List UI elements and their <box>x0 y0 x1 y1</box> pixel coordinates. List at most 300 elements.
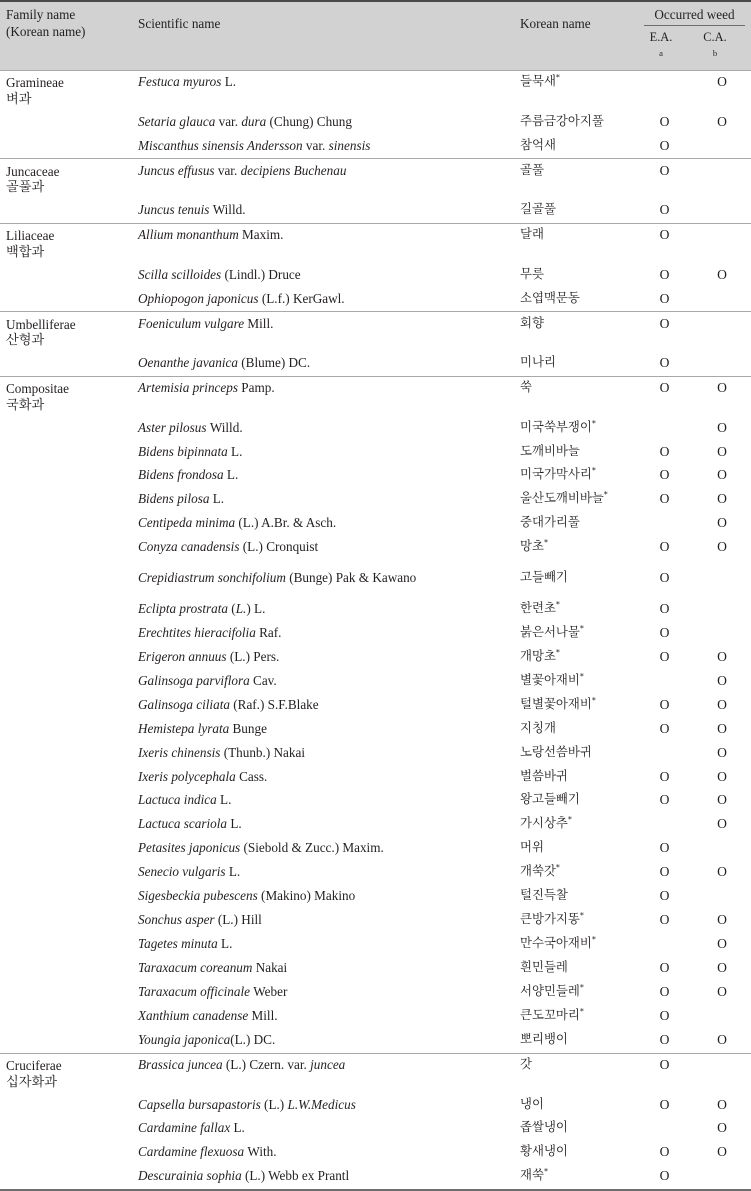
ea-occurrence-mark-cell <box>636 223 693 263</box>
family-name-empty <box>0 464 128 488</box>
ca-occurrence-mark-cell <box>693 159 751 199</box>
scientific-name-cell <box>128 71 520 111</box>
ca-occurrence-mark <box>693 598 751 620</box>
ea-occurrence-mark: O <box>659 1056 670 1072</box>
table-row <box>0 1141 751 1165</box>
table-row <box>0 981 751 1005</box>
column-header-ca <box>686 26 744 70</box>
family-name-cell <box>0 416 128 440</box>
scientific-name: Artemisia princeps Pamp. <box>138 380 275 396</box>
ea-occurrence-mark: O <box>659 355 670 371</box>
family-name-cell <box>0 159 128 199</box>
ca-occurrence-mark <box>693 1054 751 1076</box>
korean-name: 털진득찰 <box>520 887 568 903</box>
korean-name: 무릇 <box>520 265 544 281</box>
family-name-empty <box>0 488 128 512</box>
alien-species-asterisk: * <box>555 599 560 609</box>
ea-occurrence-mark: O <box>659 467 670 483</box>
ea-occurrence-mark-cell <box>636 134 693 158</box>
korean-name-cell <box>520 933 636 957</box>
korean-name: 참억새 <box>520 136 556 152</box>
korean-name: 황새냉이 <box>520 1143 568 1159</box>
family-korean-name: 산형과 <box>6 332 45 348</box>
table-row <box>0 416 751 440</box>
ca-occurrence-mark-cell <box>693 1165 751 1190</box>
ea-occurrence-mark-cell <box>636 885 693 909</box>
korean-name-cell <box>520 352 636 376</box>
table-row <box>0 263 751 287</box>
ca-occurrence-mark-cell <box>693 312 751 352</box>
family-name-cell <box>0 981 128 1005</box>
ea-occurrence-mark: O <box>659 600 670 616</box>
ca-occurrence-mark-cell <box>693 1093 751 1117</box>
ca-occurrence-mark-cell <box>693 741 751 765</box>
table-row <box>0 646 751 670</box>
ca-footnote-marker: b <box>712 47 718 58</box>
scientific-name: Lactuca scariola L. <box>138 816 242 832</box>
korean-name-cell <box>520 693 636 717</box>
ea-occurrence-mark <box>636 71 693 93</box>
ea-occurrence-mark <box>636 670 693 692</box>
ea-occurrence-mark-cell <box>636 622 693 646</box>
ea-occurrence-mark: O <box>659 162 670 178</box>
ea-occurrence-mark: O <box>659 792 670 808</box>
ea-occurrence-mark-cell <box>636 159 693 199</box>
scientific-name-cell <box>128 693 520 717</box>
korean-name: 만수국아재비* <box>520 935 596 951</box>
korean-name-cell <box>520 111 636 135</box>
ca-occurrence-mark <box>693 312 751 334</box>
ea-occurrence-mark: O <box>659 984 670 1000</box>
ea-occurrence-mark-cell <box>636 717 693 741</box>
ea-occurrence-mark <box>636 741 693 763</box>
ca-occurrence-mark-cell <box>693 765 751 789</box>
scientific-name-cell <box>128 646 520 670</box>
korean-name-cell <box>520 159 636 199</box>
family-name-cell <box>0 1117 128 1141</box>
scientific-name-cell <box>128 622 520 646</box>
korean-name: 길골풀 <box>520 201 556 217</box>
scientific-name: Centipeda minima (L.) A.Br. & Asch. <box>138 515 337 531</box>
ca-label: C.A. <box>703 30 727 44</box>
korean-name: 쑥 <box>520 379 532 395</box>
family-name-empty <box>0 263 128 287</box>
scientific-name: Galinsoga ciliata (Raf.) S.F.Blake <box>138 696 319 712</box>
korean-name: 뽀리뱅이 <box>520 1031 568 1047</box>
ea-occurrence-mark: O <box>659 960 670 976</box>
scientific-name-cell <box>128 813 520 837</box>
ea-occurrence-mark: O <box>659 648 670 664</box>
scientific-name: Bidens frondosa L. <box>138 467 239 483</box>
family-name-cell <box>0 909 128 933</box>
scientific-name-cell <box>128 1029 520 1053</box>
scientific-name-cell <box>128 111 520 135</box>
ca-occurrence-mark: O <box>717 113 727 129</box>
family-name-cell <box>0 134 128 158</box>
family-korean-name: 국화과 <box>6 396 45 412</box>
ea-occurrence-mark-cell <box>636 199 693 223</box>
ea-occurrence-mark: O <box>659 1168 670 1184</box>
ea-occurrence-mark-cell <box>636 111 693 135</box>
korean-name: 흰민들레 <box>520 959 568 975</box>
ea-occurrence-mark: O <box>659 491 670 507</box>
ea-occurrence-mark: O <box>659 840 670 856</box>
ea-occurrence-mark <box>636 933 693 955</box>
family-name-empty <box>0 1005 128 1029</box>
korean-name-cell <box>520 981 636 1005</box>
ea-occurrence-mark: O <box>659 1096 670 1112</box>
korean-name: 주름금강아지풀 <box>520 112 604 128</box>
korean-name: 울산도깨비바늘* <box>520 490 608 506</box>
scientific-name-cell <box>128 741 520 765</box>
family-name-cell <box>0 622 128 646</box>
scientific-name: Youngia japonica(L.) DC. <box>138 1032 276 1048</box>
ca-occurrence-mark-cell <box>693 837 751 861</box>
scientific-name-cell <box>128 512 520 536</box>
korean-name-cell <box>520 512 636 536</box>
family-name-cell <box>0 1165 128 1190</box>
ca-occurrence-mark-cell <box>693 111 751 135</box>
ea-occurrence-mark-cell <box>636 789 693 813</box>
column-header-occurred-weed <box>636 1 751 71</box>
scientific-name: Xanthium canadense Mill. <box>138 1008 278 1024</box>
family-name-cell <box>0 352 128 376</box>
ca-occurrence-mark-cell <box>693 1117 751 1141</box>
table-row <box>0 312 751 352</box>
family-name-cell <box>0 512 128 536</box>
ca-occurrence-mark <box>693 224 751 246</box>
family-name-cell <box>0 536 128 560</box>
table-row <box>0 933 751 957</box>
scientific-name-cell <box>128 933 520 957</box>
family-name-cell <box>0 312 128 352</box>
scientific-name: Juncus tenuis Willd. <box>138 202 246 218</box>
korean-name-cell <box>520 646 636 670</box>
family-name-empty <box>0 717 128 741</box>
table-row <box>0 560 751 598</box>
alien-species-asterisk: * <box>579 671 584 681</box>
scientific-name-cell <box>128 885 520 909</box>
scientific-name-cell <box>128 861 520 885</box>
ea-occurrence-mark <box>636 416 693 438</box>
korean-name-cell <box>520 287 636 311</box>
family-name-empty <box>0 789 128 813</box>
scientific-name-cell <box>128 416 520 440</box>
korean-name-cell <box>520 134 636 158</box>
scientific-name: Miscanthus sinensis Andersson var. sinensis <box>138 137 371 153</box>
family-name <box>0 159 128 199</box>
ca-occurrence-mark-cell <box>693 933 751 957</box>
ea-occurrence-mark: O <box>659 768 670 784</box>
scientific-name: Foeniculum vulgare Mill. <box>138 315 274 331</box>
ca-occurrence-mark <box>693 1165 751 1187</box>
table-row <box>0 693 751 717</box>
ea-occurrence-mark: O <box>659 1032 670 1048</box>
table-row <box>0 1093 751 1117</box>
table-row <box>0 111 751 135</box>
family-name-empty <box>0 1165 128 1189</box>
ca-occurrence-mark: O <box>717 467 727 483</box>
table-header <box>0 1 751 71</box>
scientific-header-label: Scientific name <box>138 16 221 31</box>
korean-name: 한련초* <box>520 599 560 615</box>
ca-occurrence-mark: O <box>717 720 727 736</box>
table-row <box>0 813 751 837</box>
ea-occurrence-mark: O <box>659 1144 670 1160</box>
ca-occurrence-mark <box>693 837 751 859</box>
ea-occurrence-mark-cell <box>636 741 693 765</box>
table-row <box>0 717 751 741</box>
ea-occurrence-mark-cell <box>636 1005 693 1029</box>
ca-occurrence-mark-cell <box>693 885 751 909</box>
korean-name: 들묵새* <box>520 73 560 89</box>
ca-occurrence-mark-cell <box>693 416 751 440</box>
ea-occurrence-mark-cell <box>636 352 693 376</box>
family-name-cell <box>0 111 128 135</box>
table-row <box>0 376 751 416</box>
table-row <box>0 741 751 765</box>
family-name-empty <box>0 440 128 464</box>
ca-occurrence-mark: O <box>717 960 727 976</box>
korean-name-cell <box>520 223 636 263</box>
korean-name-cell <box>520 1005 636 1029</box>
korean-name: 회향 <box>520 314 544 330</box>
scientific-name: Sigesbeckia pubescens (Makino) Makino <box>138 888 356 904</box>
ca-occurrence-mark <box>693 560 751 596</box>
ea-occurrence-mark-cell <box>636 837 693 861</box>
scientific-name-cell <box>128 1117 520 1141</box>
family-name-empty <box>0 1093 128 1117</box>
ca-occurrence-mark: O <box>717 1144 727 1160</box>
table-row <box>0 464 751 488</box>
scientific-name: Erigeron annuus (L.) Pers. <box>138 648 280 664</box>
family-name-empty <box>0 1117 128 1141</box>
family-name <box>0 312 128 352</box>
ea-occurrence-mark-cell <box>636 1029 693 1053</box>
korean-name-cell <box>520 464 636 488</box>
scientific-name-cell <box>128 670 520 694</box>
korean-name-cell <box>520 813 636 837</box>
table-row <box>0 352 751 376</box>
table-row <box>0 488 751 512</box>
alien-species-asterisk: * <box>567 815 572 825</box>
family-name-empty <box>0 670 128 694</box>
ea-occurrence-mark-cell <box>636 312 693 352</box>
ea-occurrence-mark-cell <box>636 1053 693 1093</box>
scientific-name: Cardamine flexuosa With. <box>138 1144 277 1160</box>
table-row <box>0 287 751 311</box>
table-row <box>0 957 751 981</box>
family-name-empty <box>0 957 128 981</box>
ca-occurrence-mark <box>693 1005 751 1027</box>
korean-header-label: Korean name <box>520 16 591 31</box>
ca-occurrence-mark: O <box>717 380 727 396</box>
column-header-korean <box>520 1 636 71</box>
ca-occurrence-mark <box>693 885 751 907</box>
scientific-name: Lactuca indica L. <box>138 792 232 808</box>
scientific-name: Taraxacum coreanum Nakai <box>138 960 288 976</box>
korean-name-cell <box>520 622 636 646</box>
ea-occurrence-mark-cell <box>636 1141 693 1165</box>
family-name-cell <box>0 1141 128 1165</box>
ca-occurrence-mark-cell <box>693 981 751 1005</box>
ea-occurrence-mark-cell <box>636 512 693 536</box>
family-name-cell <box>0 861 128 885</box>
scientific-name: Conyza canadensis (L.) Cronquist <box>138 539 319 555</box>
scientific-name-cell <box>128 312 520 352</box>
ea-occurrence-mark: O <box>659 227 670 243</box>
ca-occurrence-mark-cell <box>693 1053 751 1093</box>
scientific-name-cell <box>128 199 520 223</box>
ca-occurrence-mark-cell <box>693 1141 751 1165</box>
ca-occurrence-mark: O <box>717 984 727 1000</box>
scientific-name-cell <box>128 488 520 512</box>
scientific-name-cell <box>128 1165 520 1190</box>
alien-species-asterisk: * <box>555 647 560 657</box>
ea-occurrence-mark <box>636 813 693 835</box>
korean-name-cell <box>520 199 636 223</box>
korean-name-cell <box>520 1029 636 1053</box>
table-row <box>0 199 751 223</box>
korean-name: 털별꽃아재비* <box>520 695 596 711</box>
family-name-cell <box>0 741 128 765</box>
ea-occurrence-mark-cell <box>636 376 693 416</box>
ca-occurrence-mark: O <box>717 912 727 928</box>
scientific-name-cell <box>128 1053 520 1093</box>
scientific-name: Eclipta prostrata (L.) L. <box>138 600 266 616</box>
family-name <box>0 224 128 264</box>
ea-occurrence-mark: O <box>659 290 670 306</box>
family-name-empty <box>0 813 128 837</box>
ea-occurrence-mark <box>636 1117 693 1139</box>
family-korean-name: 십자화과 <box>6 1073 57 1089</box>
ea-occurrence-mark: O <box>659 315 670 331</box>
family-name-cell <box>0 1029 128 1053</box>
ea-occurrence-mark-cell <box>636 957 693 981</box>
alien-species-asterisk: * <box>579 982 584 992</box>
korean-name: 달래 <box>520 226 544 242</box>
scientific-name-cell <box>128 1093 520 1117</box>
korean-name: 재쑥* <box>520 1167 548 1183</box>
ca-occurrence-mark: O <box>717 1120 727 1136</box>
korean-name-cell <box>520 598 636 622</box>
family-name-cell <box>0 646 128 670</box>
table-row <box>0 536 751 560</box>
family-name-empty <box>0 287 128 311</box>
ea-occurrence-mark-cell <box>636 598 693 622</box>
alien-species-asterisk: * <box>591 418 596 428</box>
family-name-cell <box>0 71 128 111</box>
ca-occurrence-mark-cell <box>693 223 751 263</box>
family-name-cell <box>0 789 128 813</box>
family-name-cell <box>0 1093 128 1117</box>
family-latin-name: Cruciferae <box>6 1057 62 1073</box>
family-name-cell <box>0 560 128 598</box>
family-name-cell <box>0 813 128 837</box>
family-name-empty <box>0 861 128 885</box>
korean-name: 노랑선씀바귀 <box>520 743 592 759</box>
table-row <box>0 1053 751 1093</box>
ea-occurrence-mark-cell <box>636 560 693 598</box>
ca-occurrence-mark <box>693 159 751 181</box>
table-row <box>0 134 751 158</box>
ea-occurrence-mark-cell <box>636 536 693 560</box>
scientific-name: Cardamine fallax L. <box>138 1120 245 1136</box>
ea-occurrence-mark-cell <box>636 933 693 957</box>
ea-occurrence-mark: O <box>659 202 670 218</box>
scientific-name: Descurainia sophia (L.) Webb ex Prantl <box>138 1168 350 1184</box>
scientific-name-cell <box>128 287 520 311</box>
korean-name: 도깨비바늘 <box>520 442 580 458</box>
family-name-empty <box>0 560 128 598</box>
ea-occurrence-mark-cell <box>636 416 693 440</box>
ca-occurrence-mark-cell <box>693 1005 751 1029</box>
scientific-name: Ixeris chinensis (Thunb.) Nakai <box>138 744 305 760</box>
family-name-cell <box>0 223 128 263</box>
korean-name: 미국가막사리* <box>520 466 596 482</box>
korean-name-cell <box>520 741 636 765</box>
occurred-weed-label: Occurred weed <box>644 6 745 26</box>
scientific-name: Taraxacum officinale Weber <box>138 984 288 1000</box>
scientific-name: Erechtites hieracifolia Raf. <box>138 624 282 640</box>
ca-occurrence-mark-cell <box>693 1029 751 1053</box>
ca-occurrence-mark: O <box>717 696 727 712</box>
scientific-name: Juncus effusus var. decipiens Buchenau <box>138 162 347 178</box>
table-row <box>0 512 751 536</box>
ea-occurrence-mark-cell <box>636 263 693 287</box>
scientific-name-cell <box>128 560 520 598</box>
korean-name: 머위 <box>520 839 544 855</box>
korean-name: 중대가리풀 <box>520 514 580 530</box>
table-row <box>0 159 751 199</box>
scientific-name: Allium monanthum Maxim. <box>138 227 284 243</box>
korean-name-cell <box>520 789 636 813</box>
table-row <box>0 440 751 464</box>
family-name-cell <box>0 933 128 957</box>
korean-name: 망초* <box>520 538 548 554</box>
korean-name: 골풀 <box>520 161 544 177</box>
ca-occurrence-mark: O <box>717 515 727 531</box>
ca-occurrence-mark: O <box>717 539 727 555</box>
alien-species-asterisk: * <box>591 695 596 705</box>
korean-name: 좁쌀냉이 <box>520 1119 568 1135</box>
scientific-name: Scilla scilloides (Lindl.) Druce <box>138 266 301 282</box>
ca-occurrence-mark-cell <box>693 693 751 717</box>
family-name-empty <box>0 765 128 789</box>
ea-occurrence-mark: O <box>659 113 670 129</box>
alien-species-asterisk: * <box>555 73 560 83</box>
korean-name: 개쑥갓* <box>520 863 560 879</box>
column-header-ea <box>636 26 686 70</box>
ea-occurrence-mark <box>636 512 693 534</box>
korean-name-cell <box>520 312 636 352</box>
family-name-cell <box>0 199 128 223</box>
family-name-cell <box>0 287 128 311</box>
alien-species-asterisk: * <box>591 466 596 476</box>
family-latin-name: Gramineae <box>6 75 64 91</box>
table-row <box>0 837 751 861</box>
ea-label: E.A. <box>649 30 673 44</box>
family-name-empty <box>0 352 128 376</box>
korean-name: 미국쑥부쟁이* <box>520 418 596 434</box>
scientific-name-cell <box>128 598 520 622</box>
ea-occurrence-mark: O <box>659 720 670 736</box>
ca-occurrence-mark: O <box>717 936 727 952</box>
korean-name-cell <box>520 909 636 933</box>
ea-occurrence-mark: O <box>659 1008 670 1024</box>
korean-name-cell <box>520 560 636 598</box>
korean-name-cell <box>520 536 636 560</box>
